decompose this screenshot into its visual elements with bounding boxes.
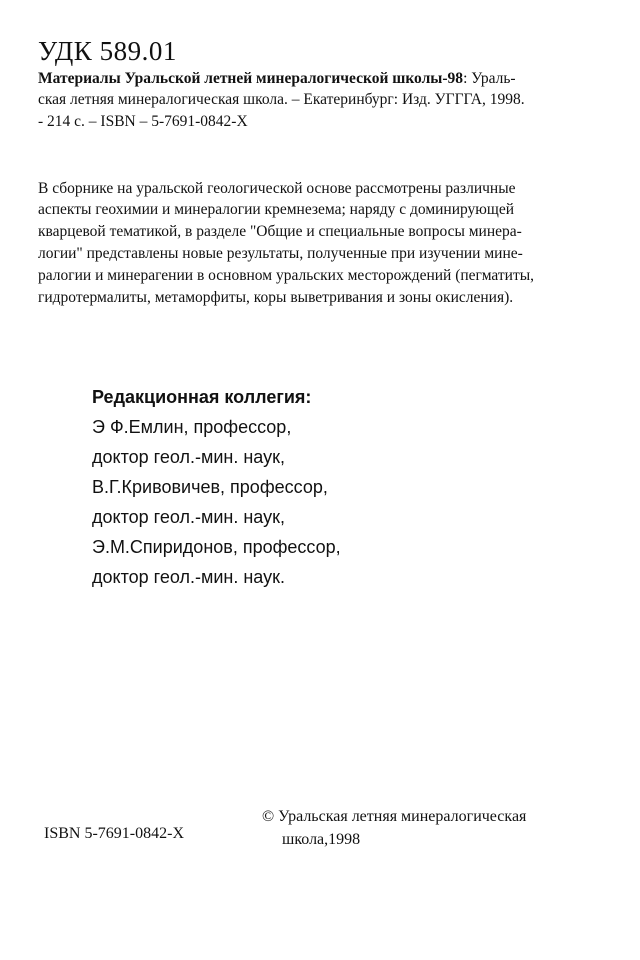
editorial-board-line: В.Г.Кривовичев, профессор, xyxy=(92,477,328,497)
bibliographic-line-1 xyxy=(38,68,598,89)
editorial-board-line: доктор геол.-мин. наук. xyxy=(92,567,285,587)
isbn-footer: ISBN 5-7691-0842-X xyxy=(44,825,184,842)
editorial-board-title: Редакционная коллегия: xyxy=(92,387,312,407)
editorial-board-line: доктор геол.-мин. наук, xyxy=(92,507,285,527)
abstract-line: логии" представлены новые результаты, полученные при изучении мине- xyxy=(38,245,523,262)
abstract-line: кварцевой тематикой, в разделе "Общие и специальные вопросы минера- xyxy=(38,223,522,240)
book-title: Материалы Уральской летней минералогической школы-98 xyxy=(38,70,464,87)
abstract-line: ралогии и минерагении в основном уральских месторождений (пегматиты, xyxy=(38,267,535,284)
editorial-board-line: Э.М.Спиридонов, профессор, xyxy=(92,537,341,557)
editorial-board-line: доктор геол.-мин. наук, xyxy=(92,447,285,467)
copyright-line-2: школа,1998 xyxy=(282,831,361,848)
bibliographic-line-2: ская летняя минералогическая школа. – Екатеринбург: Изд. УГГГА, 1998. xyxy=(38,91,525,108)
abstract-line: аспекты геохимии и минералогии кремнезема; наряду с доминирующей xyxy=(38,201,514,218)
udk-code: УДК 589.01 xyxy=(38,36,177,66)
abstract-line: гидротермалиты, метаморфиты, коры выветривания и зоны окисления). xyxy=(38,289,514,306)
abstract-line: В сборнике на уральской геологической основе рассмотрены различные xyxy=(38,180,516,197)
bibliographic-line-3: - 214 с. – ISBN – 5-7691-0842-X xyxy=(38,113,248,130)
editorial-board-line: Э Ф.Емлин, профессор, xyxy=(92,417,292,437)
bibliographic-line-1-rest: : Ураль- xyxy=(463,70,516,87)
copyright-line-1: © Уральская летняя минералогическая xyxy=(262,808,527,825)
